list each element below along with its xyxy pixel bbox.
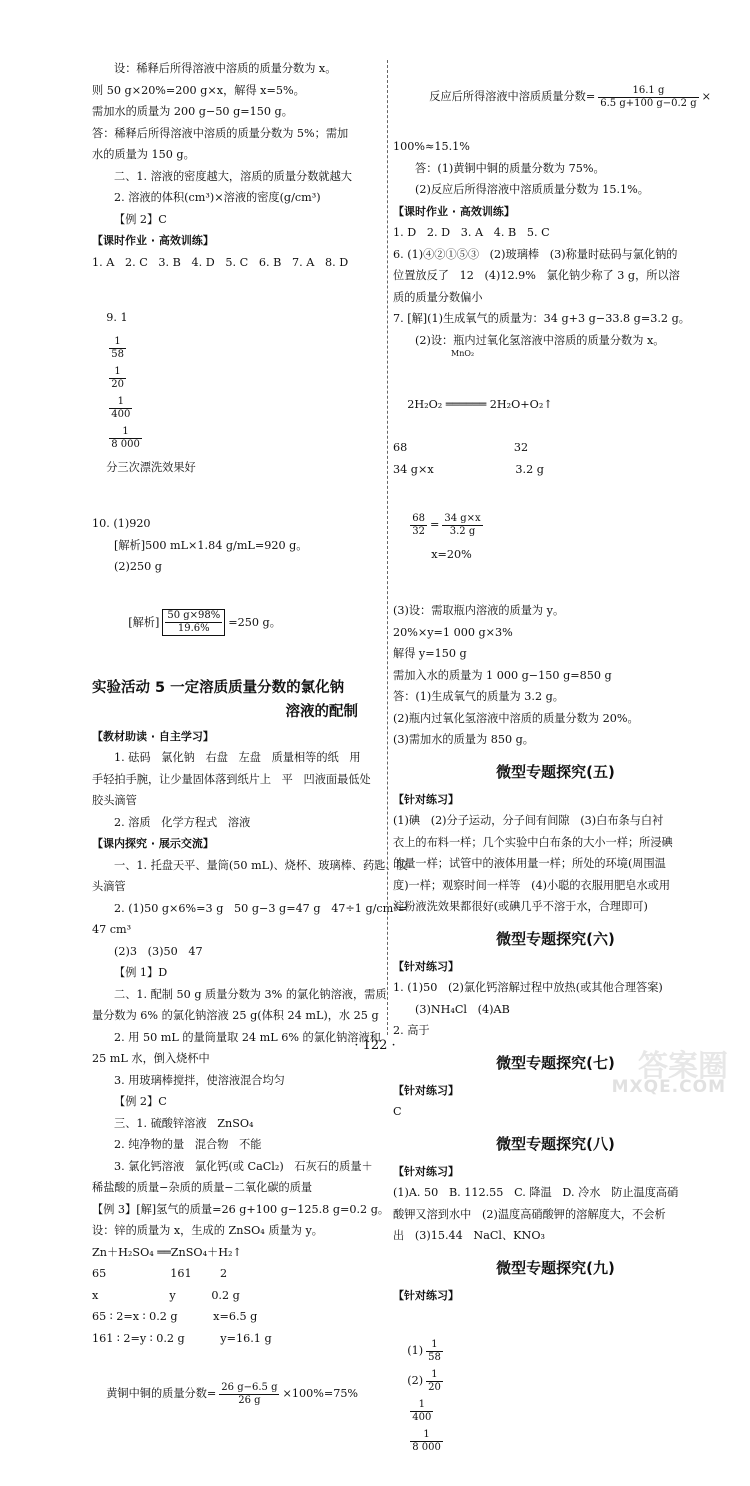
section-tag: 【课内探究 · 展示交流】 <box>92 837 214 850</box>
numerator: 16.1 g <box>598 85 698 98</box>
text-line: 酸钾又溶到水中 (2)温度高硝酸钾的溶解度大，不会析 <box>393 1207 666 1221</box>
answer-line: 1. D 2. D 3. A 4. B 5. C <box>393 226 550 239</box>
proportion-line: $\frac{68}{32}$ = $\frac{34 g\times x}{3.2 g}$ x=20% <box>412 512 481 561</box>
text-fragment: 反应后所得溶液中溶质质量分数= <box>429 90 596 103</box>
section-tag: 【教材助读 · 自主学习】 <box>92 729 214 743</box>
text-fragment: ×100%=75% <box>282 1387 359 1400</box>
text-fragment: 黄铜中铜的质量分数= <box>106 1387 217 1400</box>
text-line: (1)A. 50 B. 112.55 C. 降温 D. 冷水 防止温度高硝 <box>393 1186 679 1199</box>
text-line: 头滴管 <box>92 880 126 893</box>
column-divider <box>387 60 389 1035</box>
denominator: 6.5 g+100 g−0.2 g <box>600 97 697 109</box>
denominator: 58 <box>428 1351 441 1363</box>
answer-line: (2)250 g <box>114 560 162 573</box>
denominator: 8 000 <box>111 438 140 450</box>
fraction <box>426 1339 443 1364</box>
text-line: (3)需加水的质量为 850 g。 <box>393 733 534 746</box>
text-line: 量分数为 6% 的氯化钠溶液 25 g(体积 24 mL)，水 25 g <box>92 1009 379 1022</box>
text-fragment: (2) <box>407 1374 424 1387</box>
section-tag: 【针对练习】 <box>393 959 459 973</box>
page-number: · 122 · <box>354 1038 396 1053</box>
section-tag: 【针对练习】 <box>393 792 459 806</box>
analysis-line: [解析]500 mL×1.84 g/mL=920 g。 <box>114 538 308 552</box>
catalyst-label: MnO₂ <box>451 349 475 358</box>
fraction <box>410 513 427 538</box>
text-line: 二、1. 溶液的密度越大，溶质的质量分数就越大 <box>114 169 352 183</box>
topic-heading: 微型专题探究(五) <box>496 762 615 781</box>
text-line: C <box>393 1105 402 1118</box>
equation-line: 65 161 2 <box>92 1267 228 1280</box>
text-line: 需加水的质量为 200 g−50 g=150 g。 <box>92 105 293 118</box>
section-tag: 【针对练习】 <box>393 1083 459 1097</box>
section-tag: 【课时作业 · 高效训练】 <box>92 234 214 247</box>
fraction <box>410 1429 443 1454</box>
text-line: (2)设：瓶内过氧化氢溶液中溶质的质量分数为 x。 <box>415 333 665 347</box>
fraction <box>426 1369 443 1394</box>
text-line: 3. 用玻璃棒搅拌，使溶液混合均匀 <box>114 1073 285 1087</box>
fraction <box>442 513 482 538</box>
denominator: 58 <box>111 348 124 360</box>
example-label: 【例 2】C <box>114 1095 167 1108</box>
text-line: 2. 纯净物的量 混合物 不能 <box>114 1138 262 1151</box>
text-line: 答：稀释后所得溶液中溶质的质量分数为 5%；需加 <box>92 126 349 140</box>
numerator: 50 g×98% <box>167 610 221 621</box>
text-line: 淀粉液洗效果都很好(或碘几乎不溶于水，合理即可) <box>393 900 648 913</box>
text-line: 2. (1)50 g×6%=3 g 50 g−3 g=47 g 47÷1 g/cm³= <box>114 901 408 915</box>
numerator: 1 <box>109 426 142 439</box>
denominator: 20 <box>428 1381 441 1393</box>
text-line: 3. 氯化钙溶液 氯化钙(或 CaCl₂) 石灰石的质量＋ <box>114 1159 373 1173</box>
equation-line: x y 0.2 g <box>92 1288 240 1302</box>
text-line: 需加入水的质量为 1 000 g−150 g=850 g <box>393 668 612 682</box>
text-line: 解得 y=150 g <box>393 647 467 660</box>
fraction <box>109 426 142 451</box>
equation-text: 2H₂O₂ ══════ 2H₂O+O₂↑ <box>407 398 553 411</box>
text-line: 100%≈15.1% <box>393 140 470 153</box>
section-tag: 【针对练习】 <box>393 1288 459 1302</box>
text-line: 2. 溶质 化学方程式 溶液 <box>114 815 251 829</box>
answer-line: 1. A 2. C 3. B 4. D 5. C 6. B 7. A 8. D <box>92 255 349 269</box>
text-fragment: 分三次漂洗效果好 <box>106 461 196 474</box>
text-line: 20%×y=1 000 g×3% <box>393 625 513 639</box>
topic-heading: 微型专题探究(七) <box>496 1053 615 1072</box>
text-line: (2)3 (3)50 47 <box>114 944 203 958</box>
fraction <box>162 609 225 636</box>
text-line: 25 mL 水，倒入烧杯中 <box>92 1052 210 1065</box>
text-fragment: × <box>701 90 712 103</box>
text-line: 答：(1)生成氧气的质量为 3.2 g。 <box>393 690 564 703</box>
numerator: 34 g×x <box>444 512 481 524</box>
watermark-url: MXQE.COM <box>611 1077 726 1097</box>
text-line: 【例 3】[解]氢气的质量=26 g+100 g−125.8 g=0.2 g。 <box>92 1202 390 1216</box>
denominator: 20 <box>111 378 124 390</box>
result-line-fraction <box>92 1349 384 1439</box>
text-line: 2. 溶液的体积(cm³)×溶液的密度(g/cm³) <box>114 191 321 204</box>
numerator: 1 <box>426 1369 443 1382</box>
numerator: 1 <box>410 1429 443 1442</box>
section-tag: 【针对练习】 <box>393 1164 459 1178</box>
text-line: 设：锌的质量为 x，生成的 ZnSO₄ 质量为 y。 <box>92 1224 323 1237</box>
answer-line-fractions <box>92 273 384 513</box>
denominator: 3.2 g <box>449 525 476 537</box>
left-column <box>92 58 408 1439</box>
answer-line: 10. (1)920 <box>92 517 151 530</box>
activity-heading-line1: 实验活动 5 一定溶质质量分数的氯化钠 <box>92 679 345 696</box>
text-fragment: =250 g。 <box>228 615 281 629</box>
text-line: 的量一样；试管中的液体用量一样；所处的环境(周围温 <box>393 857 666 870</box>
text-fragment: 9. 1 <box>106 311 128 324</box>
equation-line <box>393 351 718 437</box>
denominator: 400 <box>111 408 131 420</box>
activity-heading <box>92 676 384 724</box>
denominator: 32 <box>412 525 425 537</box>
answer-line: 6. (1)④②①⑤③ (2)玻璃棒 (3)称量时砝码与氯化钠的 <box>393 247 678 261</box>
text-line: 1. (1)50 (2)氯化钙溶解过程中放热(或其他合理答案) <box>393 981 663 994</box>
fraction <box>410 1399 433 1424</box>
example-label: 【例 2】C <box>114 212 167 226</box>
denominator: 19.6% <box>177 623 210 634</box>
text-line: 手轻拍手腕，让少量固体落到纸片上 平 凹液面最低处 <box>92 772 371 786</box>
numerator: 1 <box>426 1339 443 1352</box>
fraction <box>109 366 126 391</box>
result-line-fraction <box>393 58 718 136</box>
fraction <box>109 336 126 361</box>
numerator: 1 <box>109 396 132 409</box>
text-line: 衣上的布料一样；几个实验中白布条的大小一样；所浸碘 <box>393 835 673 849</box>
text-line: 二、1. 配制 50 g 质量分数为 3% 的氯化钠溶液，需质 <box>114 987 387 1001</box>
watermark-text: 答案圈 <box>638 1049 728 1084</box>
topic-heading: 微型专题探究(六) <box>496 929 615 948</box>
fraction <box>219 1382 279 1407</box>
text-line: (3)NH₄Cl (4)AB <box>415 1002 510 1016</box>
text-line: 出 (3)15.44 NaCl、KNO₃ <box>393 1229 545 1242</box>
topic-heading: 微型专题探究(八) <box>496 1134 615 1153</box>
text-line: (1)碘 (2)分子运动，分子间有间隙 (3)白布条与白衬 <box>393 814 664 827</box>
section-tag: 【课时作业 · 高效训练】 <box>393 204 515 218</box>
numerator: 1 <box>109 366 126 379</box>
text-fragment: [解析] <box>128 615 160 629</box>
fraction <box>598 85 698 110</box>
text-line: (2)反应后所得溶液中溶质质量分数为 15.1%。 <box>415 183 649 196</box>
text-line: 稀盐酸的质量−杂质的质量−二氧化碳的质量 <box>92 1181 313 1194</box>
answer-line: 质的质量分数偏小 <box>393 290 483 304</box>
equation-line: 68 32 <box>393 441 529 454</box>
text-line: 度)一样；观察时间一样等 (4)小聪的衣服用肥皂水或用 <box>393 878 671 892</box>
numerator: 1 <box>109 336 126 349</box>
text-line: 1. 砝码 氯化钠 右盘 左盘 质量相等的纸 用 <box>114 751 361 764</box>
denominator: 26 g <box>238 1394 261 1406</box>
text-fragment: x=20% <box>431 548 472 561</box>
equation-line: Zn＋H₂SO₄ ══ZnSO₄＋H₂↑ <box>92 1245 242 1259</box>
topic-heading: 微型专题探究(九) <box>496 1258 615 1277</box>
analysis-line-fraction <box>92 578 384 668</box>
text-line: (3)设：需取瓶内溶液的质量为 y。 <box>393 604 565 617</box>
text-line: 2. 用 50 mL 的量筒量取 24 mL 6% 的氯化钠溶液和 <box>114 1030 381 1044</box>
text-line: 胶头滴管 <box>92 794 137 807</box>
answer-line: 位置放反了 12 (4)12.9% 氯化钠少称了 3 g，所以溶 <box>393 269 680 282</box>
text-line: 答：(1)黄铜中铜的质量分数为 75%。 <box>415 161 605 175</box>
denominator: 8 000 <box>412 1441 441 1453</box>
equation-line: 161 ∶ 2=y ∶ 0.2 g y=16.1 g <box>92 1331 272 1345</box>
text-fragment: (1) <box>407 1344 424 1357</box>
text-line: 47 cm³ <box>92 923 132 936</box>
text-line: 2. 高于 <box>393 1024 430 1037</box>
text-line: 则 50 g×20%=200 g×x，解得 x=5%。 <box>92 83 305 97</box>
numerator: 1 <box>410 1399 433 1412</box>
watermark-logo <box>606 1041 736 1097</box>
denominator: 400 <box>412 1411 432 1423</box>
text-line: 设：稀释后所得溶液中溶质的质量分数为 x。 <box>114 62 337 75</box>
answer-line: 7. [解](1)生成氧气的质量为：34 g+3 g−33.8 g=3.2 g。 <box>393 312 690 325</box>
text-line: 三、1. 硫酸锌溶液 ZnSO₄ <box>114 1116 254 1130</box>
answer-line-fractions <box>393 1306 718 1486</box>
text-line: 水的质量为 150 g。 <box>92 148 195 161</box>
text-line: 一、1. 托盘天平、量筒(50 mL)、烧杯、玻璃棒、药匙、胶 <box>114 858 408 872</box>
equation-line: 34 g×x 3.2 g <box>393 462 544 476</box>
right-column <box>393 58 718 1486</box>
fraction <box>109 396 132 421</box>
numerator: 68 <box>412 512 425 524</box>
text-line: (2)瓶内过氧化氢溶液中溶质的质量分数为 20%。 <box>393 711 639 725</box>
example-label: 【例 1】D <box>114 966 168 979</box>
numerator: 26 g−6.5 g <box>221 1381 278 1393</box>
activity-heading-line2: 溶液的配制 <box>285 703 358 720</box>
equation-line: 65 ∶ 2=x ∶ 0.2 g x=6.5 g <box>92 1310 258 1323</box>
